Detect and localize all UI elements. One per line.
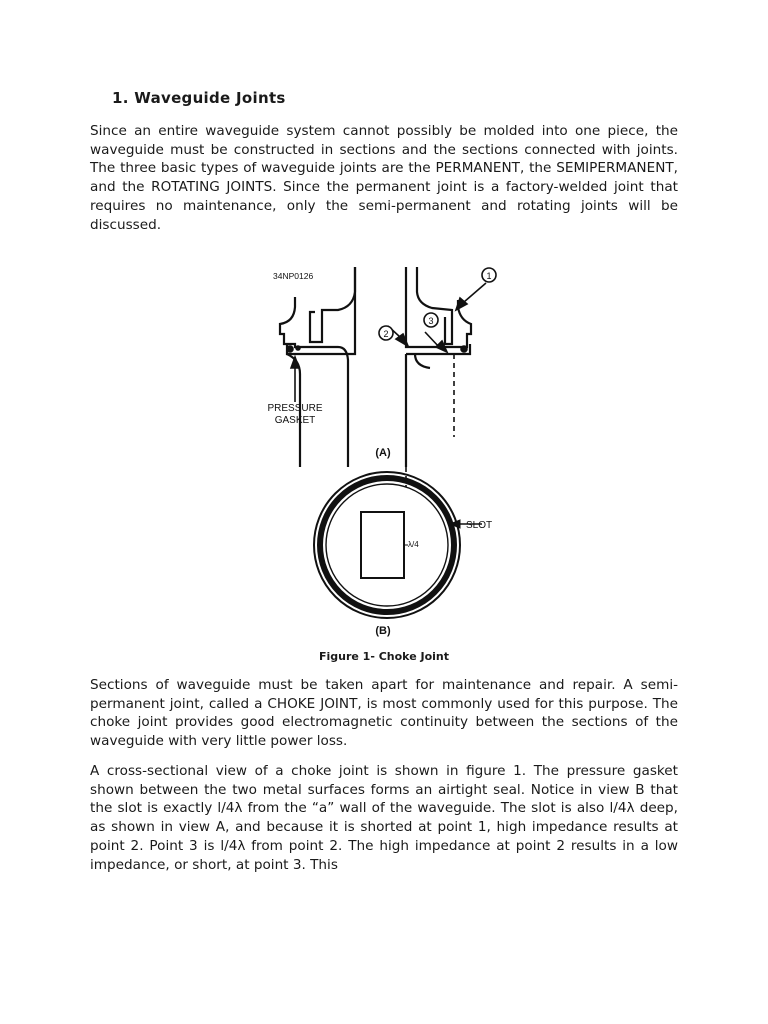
view-a-label: (A)	[375, 447, 391, 459]
slot-label: SLOT	[466, 520, 493, 531]
section-heading: 1. Waveguide Joints	[112, 89, 286, 107]
choke-joint-figure	[250, 262, 510, 644]
paragraph-semipermanent: Sections of waveguide must be taken apart for maintenance and repair. A semi-permanent joint, called a CHOKE JOINT, is most commonly used for this purpose. The choke joint provides good electromagnetic continuity between the sections of the waveguide with very little power loss.	[90, 677, 678, 750]
callout-markers	[379, 268, 496, 340]
view-b-flange	[314, 472, 482, 618]
quarter-wave-label: λ/4	[408, 540, 419, 549]
paragraph-intro: Since an entire waveguide system cannot possibly be molded into one piece, the waveguide must be constructed in sections and the sections connected with joints. The three basic types of waveguide joints are the PERMANENT, the SEMIPERMANENT, and the ROTATING JOINTS. Since the permanent joint is a factory-welded joint that requires no maintenance, only the semi-permanent and rotating joints will be discussed.	[90, 123, 678, 233]
callout-3: 3	[428, 316, 434, 326]
figure-code-label: 34NP0126	[273, 271, 314, 281]
pressure-label: PRESSURE	[267, 403, 323, 414]
callout-1: 1	[486, 271, 492, 281]
gasket-label: GASKET	[274, 415, 316, 426]
view-a-cross-section	[280, 267, 471, 467]
figure-caption: Figure 1- Choke Joint	[318, 650, 450, 663]
view-b-label: (B)	[375, 625, 391, 637]
callout-2: 2	[383, 329, 389, 339]
paragraph-cross-section: A cross-sectional view of a choke joint is shown in figure 1. The pressure gasket shown between the two metal surfaces forms an airtight seal. Notice in view B that the slot is exactly l/4λ from the “a” wall of the waveguide. The slot is also l/4λ deep, as shown in view A, and because it is shorted at point 1, high impedance results at point 2. Point 3 is l/4λ from point 2. The high impedance at point 2 results in a low impedance, or short, at point 3. This	[90, 763, 678, 873]
